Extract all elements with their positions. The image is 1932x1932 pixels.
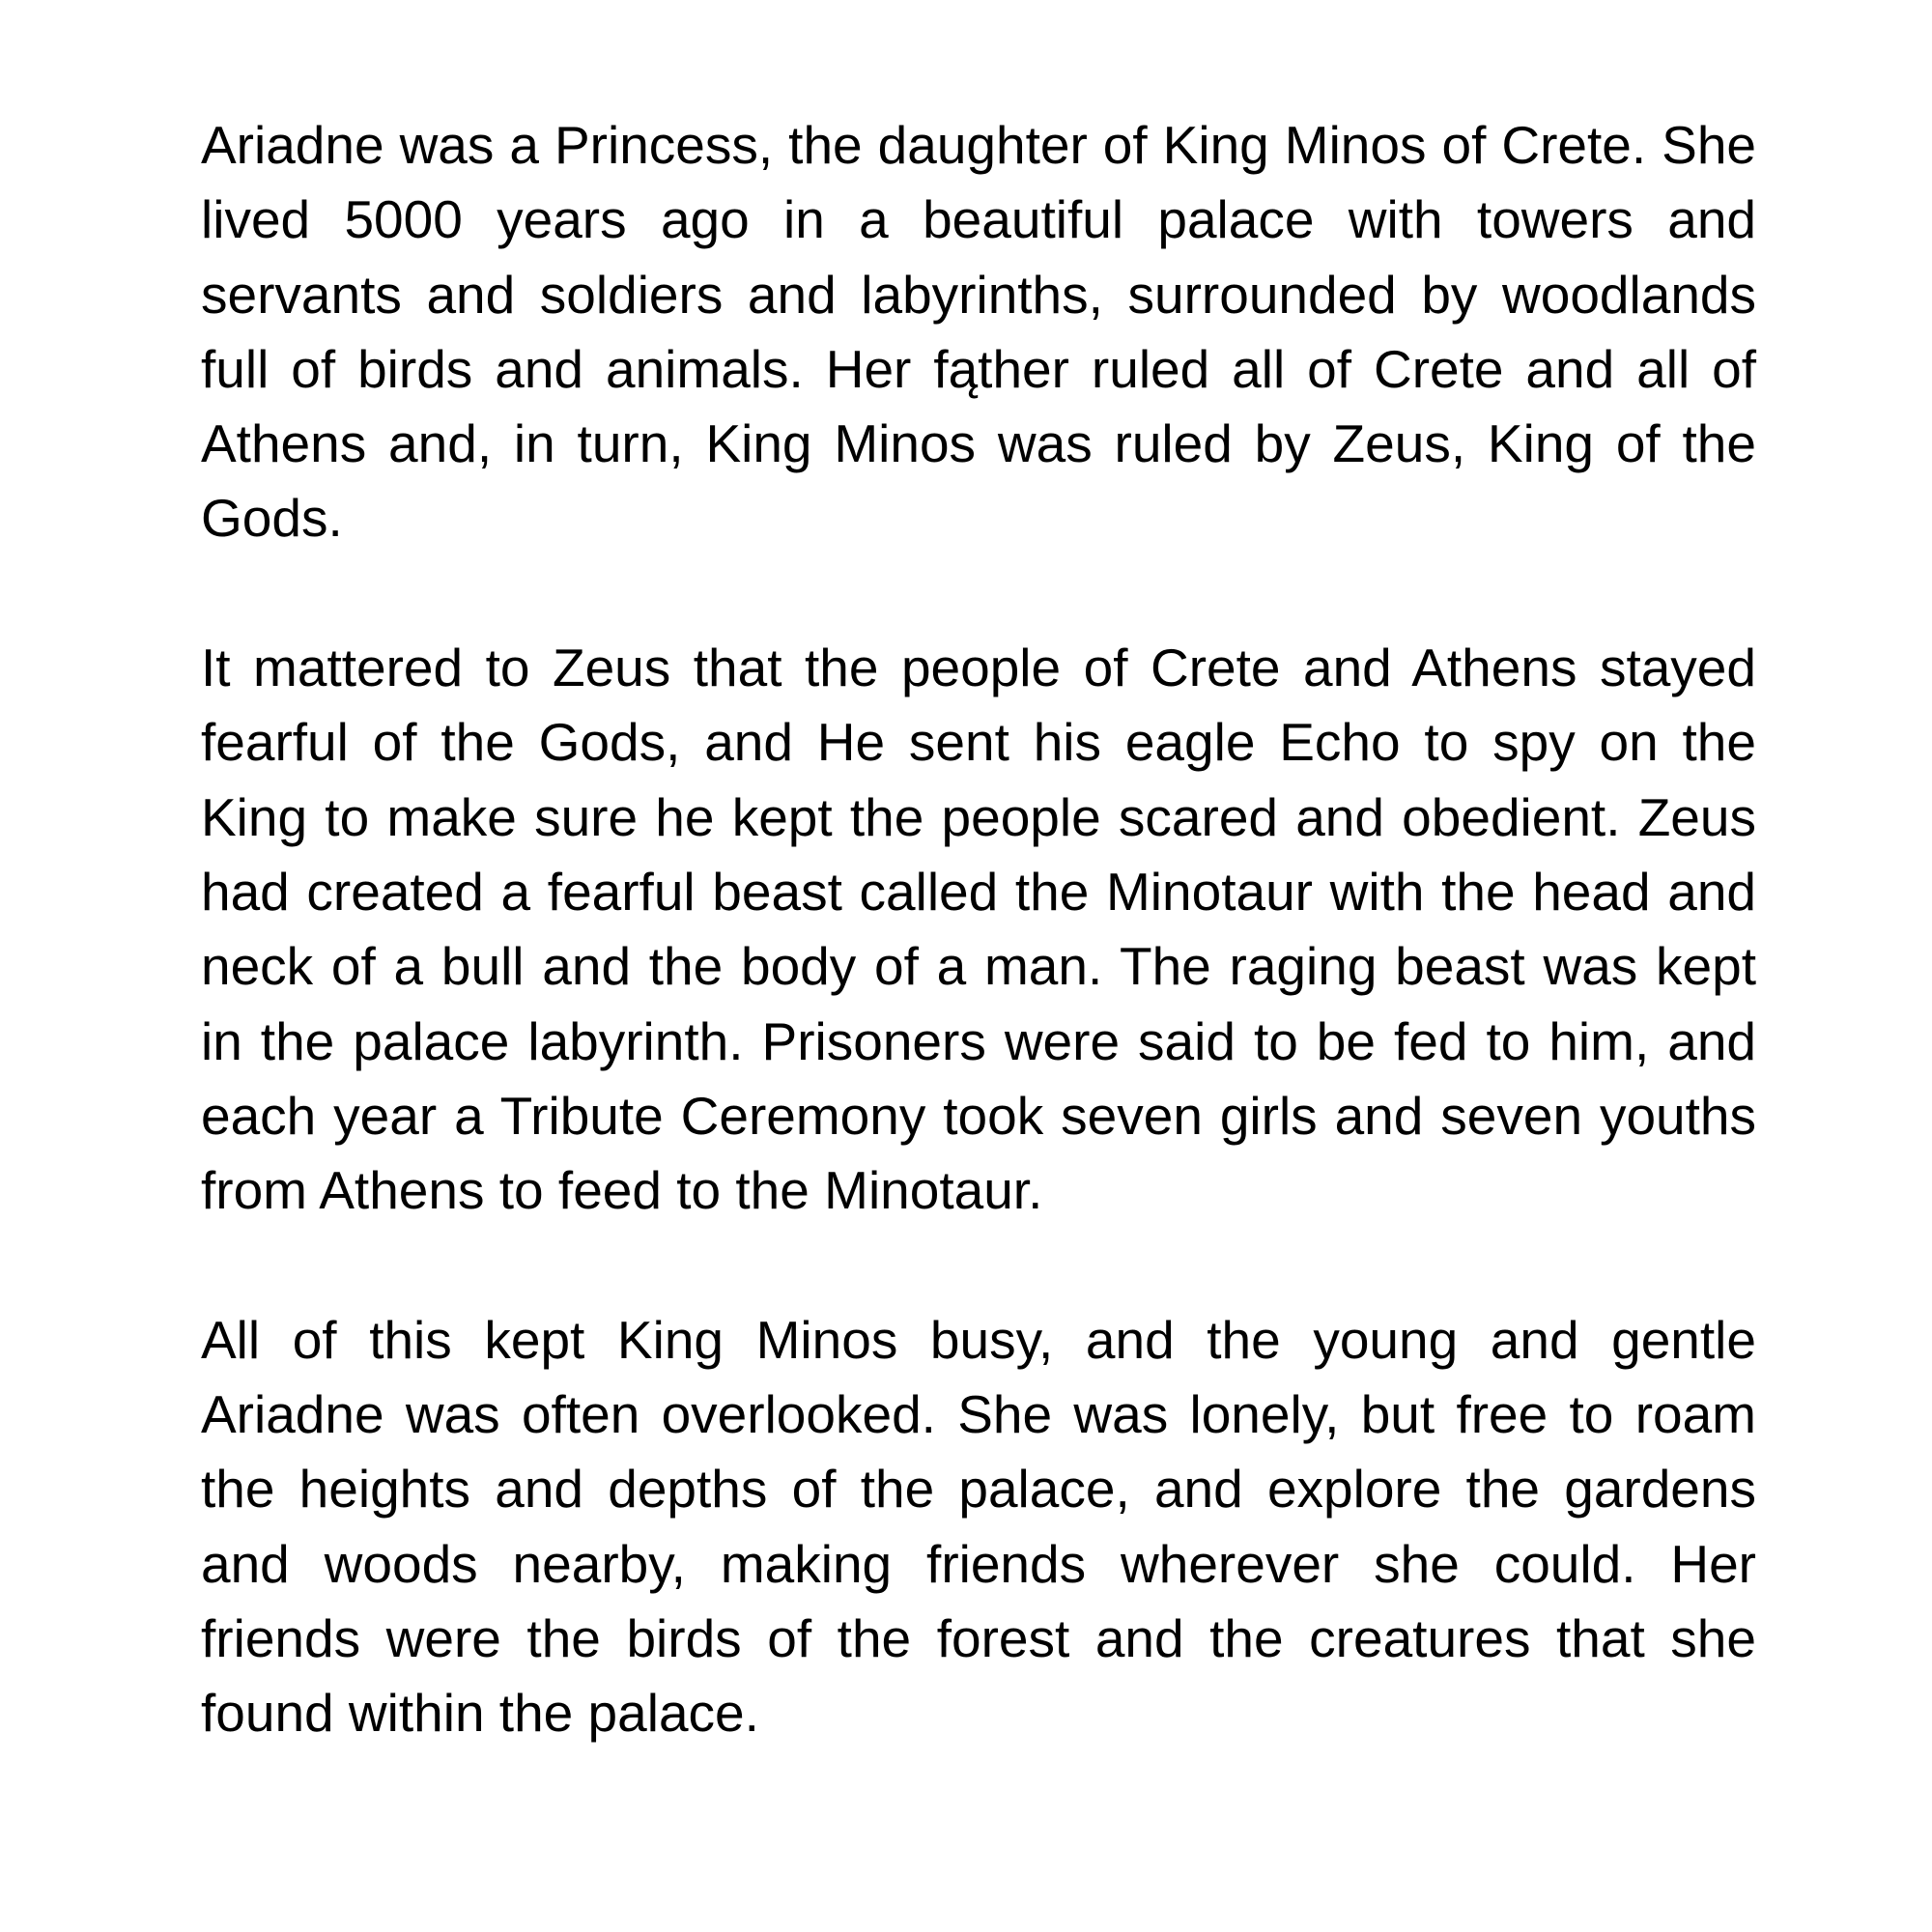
paragraph-2: It mattered to Zeus that the people of Crete and Athens stayed fearful of the Gods, and He sent his eagle Echo to spy on the King to make sure he kept the people scared and obedient. Zeus had created a fearful beast called the Minotaur with the head and neck of a bull and the body of a man. The raging beast was kept in the palace labyrinth. Prisoners were said to be fed to him, and each year a Tribute Ceremony took seven girls and seven youths from Athens to feed to the Minotaur. — [201, 638, 1756, 1221]
paragraph-3: All of this kept King Minos busy, and the young and gentle Ariadne was often overlooked. She was lonely, but free to roam the heights and depths of the palace, and explore the gardens and woods nearby, making friends wherever she could. Her friends were the birds of the forest and the creatures that she found within the palace. — [201, 1309, 1756, 1744]
story-page — [201, 108, 1756, 1826]
paragraph-1: Ariadne was a Princess, the daughter of King Minos of Crete. She lived 5000 years ago in a beautiful palace with towers and servants and soldiers and labyrinths, surrounded by woodlands full of birds and animals. Her fąther ruled all of Crete and all of Athens and, in turn, King Minos was ruled by Zeus, King of the Gods. — [201, 115, 1756, 549]
